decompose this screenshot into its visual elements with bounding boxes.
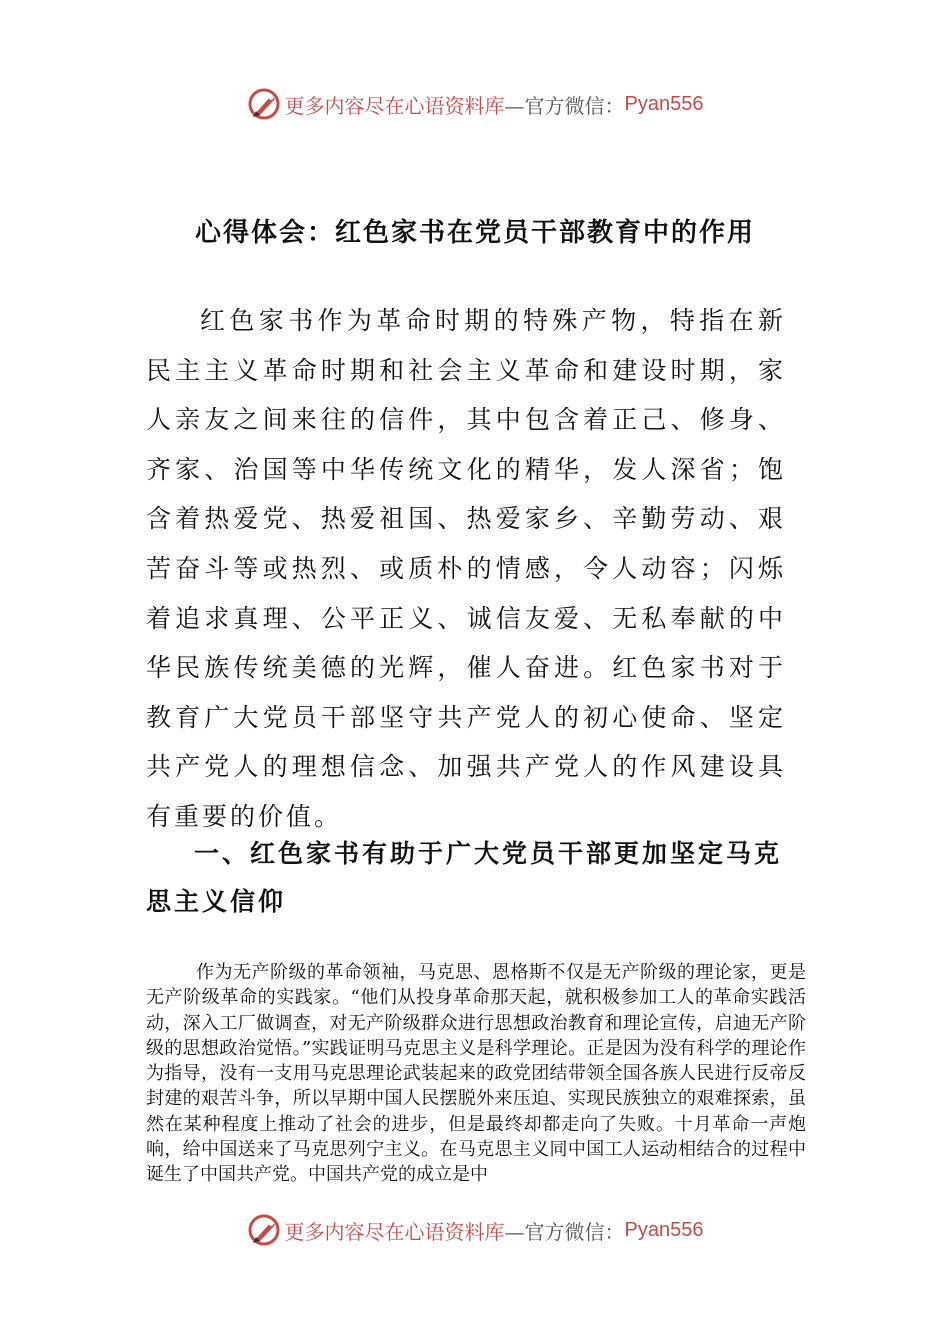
header-banner bbox=[0, 84, 950, 124]
banner-separator-text: —官方微信： bbox=[504, 93, 625, 118]
section-1-heading: 一、红色家书有助于广大党员干部更加坚定马克思主义信仰 bbox=[146, 839, 783, 916]
section-1-paragraph: 作为无产阶级的革命领袖，马克思、恩格斯不仅是无产阶级的理论家，更是无产阶级革命的实践家。“他们从投身革命那天起，就积极参加工人的革命实践活动，深入工厂做调查，对无产阶级群众进行思想政治教育和理论宣传，启迪无产阶级的思想政治觉悟。”实践证明马克思主义是科学理论。正是因为没有科学的理论作为指导，没有一支用马克思理论武装起来的政党团结带领全国各族人民进行反帝反封建的艰苦斗争，所以早期中国人民摆脱外来压迫、实现民族独立的艰难探索，虽然在某种程度上推动了社会的进步，但是最终却都走向了失败。十月革命一声炮响，给中国送来了马克思列宁主义。在马克思主义同中国工人运动相结合的过程中诞生了中国共产党。中国共产党的成立是中 bbox=[146, 962, 806, 1186]
pen-logo-icon bbox=[247, 1213, 281, 1247]
banner-main-text: 更多内容尽在心语资料库 bbox=[284, 93, 505, 118]
banner-wechat-id: Pyan556 bbox=[624, 1218, 704, 1241]
document-title: 心得体会：红色家书在党员干部教育中的作用 bbox=[194, 218, 755, 248]
banner-separator-text: —官方微信： bbox=[504, 1219, 625, 1244]
intro-paragraph: 红色家书作为革命时期的特殊产物，特指在新民主主义革命时期和社会主义革命和建设时期，家人亲友之间来往的信件，其中包含着正己、修身、齐家、治国等中华传统文化的精华，发人深省；饱含着热爱党、热爱祖国、热爱家乡、辛勤劳动、艰苦奋斗等或热烈、或质朴的情感，令人动容；闪烁着追求真理、公平正义、诚信友爱、无私奉献的中华民族传统美德的光辉，催人奋进。红色家书对于教育广大党员干部坚守共产党人的初心使命、坚定共产党人的理想信念、加强共产党人的作风建设具有重要的价值。 bbox=[146, 306, 786, 831]
banner-wechat-id: Pyan556 bbox=[624, 92, 704, 115]
pen-logo-icon bbox=[247, 87, 281, 121]
banner-main-text: 更多内容尽在心语资料库 bbox=[284, 1219, 505, 1244]
footer-banner bbox=[0, 1210, 950, 1250]
